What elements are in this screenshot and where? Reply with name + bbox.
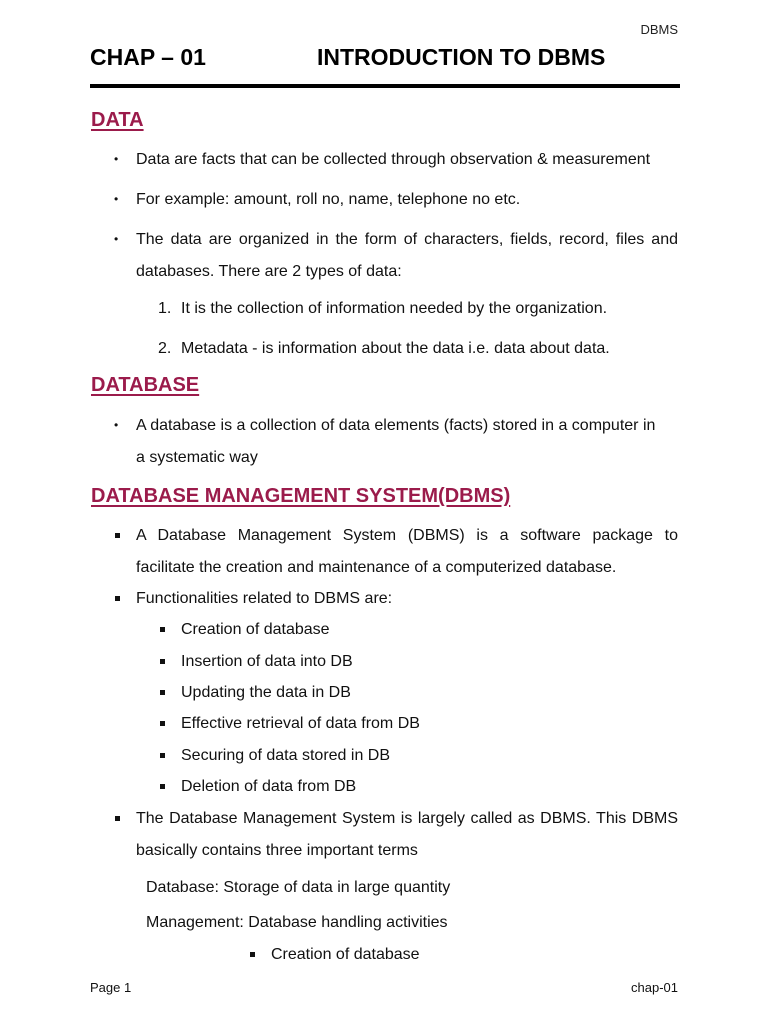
dbms-line-2: facilitate the creation and maintenance of a computerized database.	[136, 559, 617, 576]
functionality-item: Effective retrieval of data from DB	[181, 715, 420, 732]
database-line-2: a systematic way	[136, 449, 258, 466]
data-item-3: The data are organized in the form of characters, fields, record, files and	[136, 231, 678, 248]
term-management: Management: Database handling activities	[146, 914, 448, 931]
square-bullet-icon	[115, 533, 120, 538]
dbms-closing-2: basically contains three important terms	[136, 842, 418, 859]
functionality-item: Creation of database	[181, 621, 330, 638]
data-item-3-cont: databases. There are 2 types of data:	[136, 263, 402, 280]
term-sub-item: Creation of database	[271, 946, 420, 963]
square-bullet-icon	[160, 659, 165, 664]
square-bullet-icon	[160, 690, 165, 695]
term-database: Database: Storage of data in large quantity	[146, 879, 451, 896]
square-bullet-icon	[250, 952, 255, 957]
footer-chapter-label: chap-01	[631, 980, 678, 995]
square-bullet-icon	[160, 753, 165, 758]
chapter-name: INTRODUCTION TO DBMS	[317, 44, 606, 70]
chapter-number: CHAP – 01	[90, 44, 206, 70]
numbered-item-1: It is the collection of information needed by the organization.	[181, 300, 608, 317]
numbered-marker-1: 1.	[158, 300, 172, 317]
functionality-item: Securing of data stored in DB	[181, 747, 391, 764]
square-bullet-icon	[115, 596, 120, 601]
heading-database: DATABASE	[91, 374, 200, 396]
square-bullet-icon	[115, 816, 120, 821]
square-bullet-icon	[160, 721, 165, 726]
bullet-icon: •	[114, 418, 119, 432]
chapter-title	[90, 44, 680, 74]
title-rule	[90, 84, 680, 88]
data-item-1: Data are facts that can be collected through observation & measurement	[136, 151, 651, 168]
dbms-line-1: A Database Management System (DBMS) is a software package to	[136, 527, 678, 544]
numbered-marker-2: 2.	[158, 340, 172, 357]
data-item-2: For example: amount, roll no, name, telephone no etc.	[136, 191, 521, 208]
functionality-item: Insertion of data into DB	[181, 653, 353, 670]
bullet-icon: •	[114, 232, 119, 246]
functionality-item: Deletion of data from DB	[181, 778, 357, 795]
database-line-1: A database is a collection of data elements (facts) stored in a computer in	[136, 417, 656, 434]
dbms-closing-1: The Database Management System is largely called as DBMS. This DBMS	[136, 810, 678, 827]
functionality-item: Updating the data in DB	[181, 684, 351, 701]
heading-data: DATA	[91, 109, 144, 131]
numbered-item-2: Metadata - is information about the data i.e. data about data.	[181, 340, 610, 357]
footer-page-number: Page 1	[90, 980, 132, 995]
square-bullet-icon	[160, 627, 165, 632]
dbms-line-3: Functionalities related to DBMS are:	[136, 590, 393, 607]
bullet-icon: •	[114, 192, 119, 206]
square-bullet-icon	[160, 784, 165, 789]
running-header: DBMS	[640, 22, 678, 37]
bullet-icon: •	[114, 152, 119, 166]
heading-dbms: DATABASE MANAGEMENT SYSTEM(DBMS)	[91, 485, 511, 507]
